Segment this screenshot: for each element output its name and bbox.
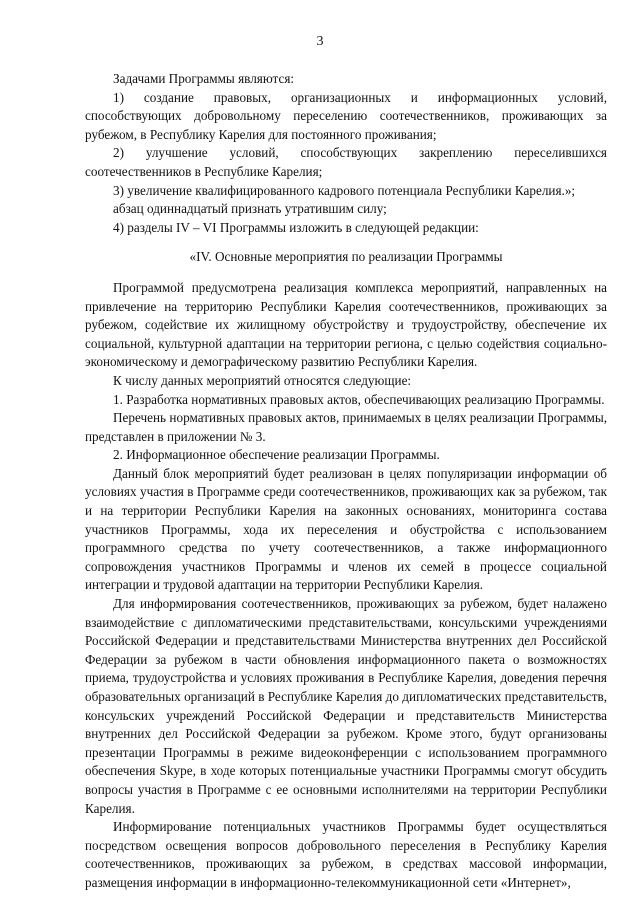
- section-heading: «IV. Основные мероприятия по реализации Программы: [189, 249, 503, 265]
- paragraph: Перечень нормативных правовых актов, принимаемых в целях реализации Программы, представлен в приложении № 3.: [85, 410, 607, 444]
- paragraph: К числу данных мероприятий относятся следующие:: [113, 372, 412, 388]
- paragraph: 2. Информационное обеспечение реализации Программы.: [113, 447, 440, 463]
- paragraph: 1) создание правовых, организационных и информационных условий, способствующих добровольному переселению соотечественников, проживающих за рубежом, в Республику Карелия для постоянного проживания;: [85, 89, 607, 142]
- paragraph: 2) улучшение условий, способствующих закреплению переселившихся соотечественников в Республике Карелия;: [85, 145, 607, 179]
- page-number: 3: [316, 34, 324, 49]
- paragraph: Информирование потенциальных участников Программы будет осуществляться посредством освещения вопросов добровольного переселения в Республику Карелия соотечественников, проживающих за рубежом, в средствах массовой информации, размещения информации в информационно-телекоммуникационной сети «Интернет»,: [85, 819, 607, 890]
- paragraph: 1. Разработка нормативных правовых актов, обеспечивающих реализацию Программы.: [113, 391, 605, 407]
- paragraph: Для информирования соотечественников, проживающих за рубежом, будет налажено взаимодействие с дипломатическими представительствами, консульскими учреждениями Российской Федерации и представительствами Министерства внутренних дел Российской Федерации за рубежом в части обновления информационного пакета о возможностях приема, трудоустройства и условиях проживания в Республике Карелия, доведения перечня образовательных организаций в Республике Карелия до дипломатических представительств, консульских учреждений Российской Федерации и представительств Министерства внутренних дел Российской Федерации за рубежом. Кроме этого, будут организованы презентации Программы в режиме видеоконференции с использованием программного обеспечения Skype, в ходе которых потенциальные участники Программы смогут обсудить вопросы участия в Программе с ее основными исполнителями на территории Республики Карелия.: [85, 596, 607, 816]
- paragraph: абзац одиннадцатый признать утратившим силу;: [113, 201, 387, 217]
- document-body: [85, 70, 607, 893]
- paragraph: Задачами Программы являются:: [113, 71, 295, 86]
- paragraph: 4) разделы IV – VI Программы изложить в следующей редакции:: [113, 219, 479, 235]
- paragraph: Данный блок мероприятий будет реализован в целях популяризации информации об условиях участия в Программе среди соотечественников, проживающих как за рубежом, так и на территории Республики Карелия на законных основаниях, мониторинга состава участников Программы, хода их переселения и обустройства с использованием программного средства по учету соотечественников, а также информационного сопровождения участников Программы и членов их семей в процессе социальной интеграции и трудовой адаптации на территории Республики Карелия.: [85, 465, 607, 593]
- paragraph: Программой предусмотрена реализация комплекса мероприятий, направленных на привлечение на территорию Республики Карелия соотечественников, проживающих за рубежом, содействие их жилищному обустройству и трудоустройству, обеспечение их социальной, культурной адаптации на территории региона, с целью содействия социально-экономическому и демографическому развитию Республики Карелия.: [85, 279, 607, 370]
- paragraph: 3) увеличение квалифицированного кадрового потенциала Республики Карелия.»;: [113, 182, 576, 198]
